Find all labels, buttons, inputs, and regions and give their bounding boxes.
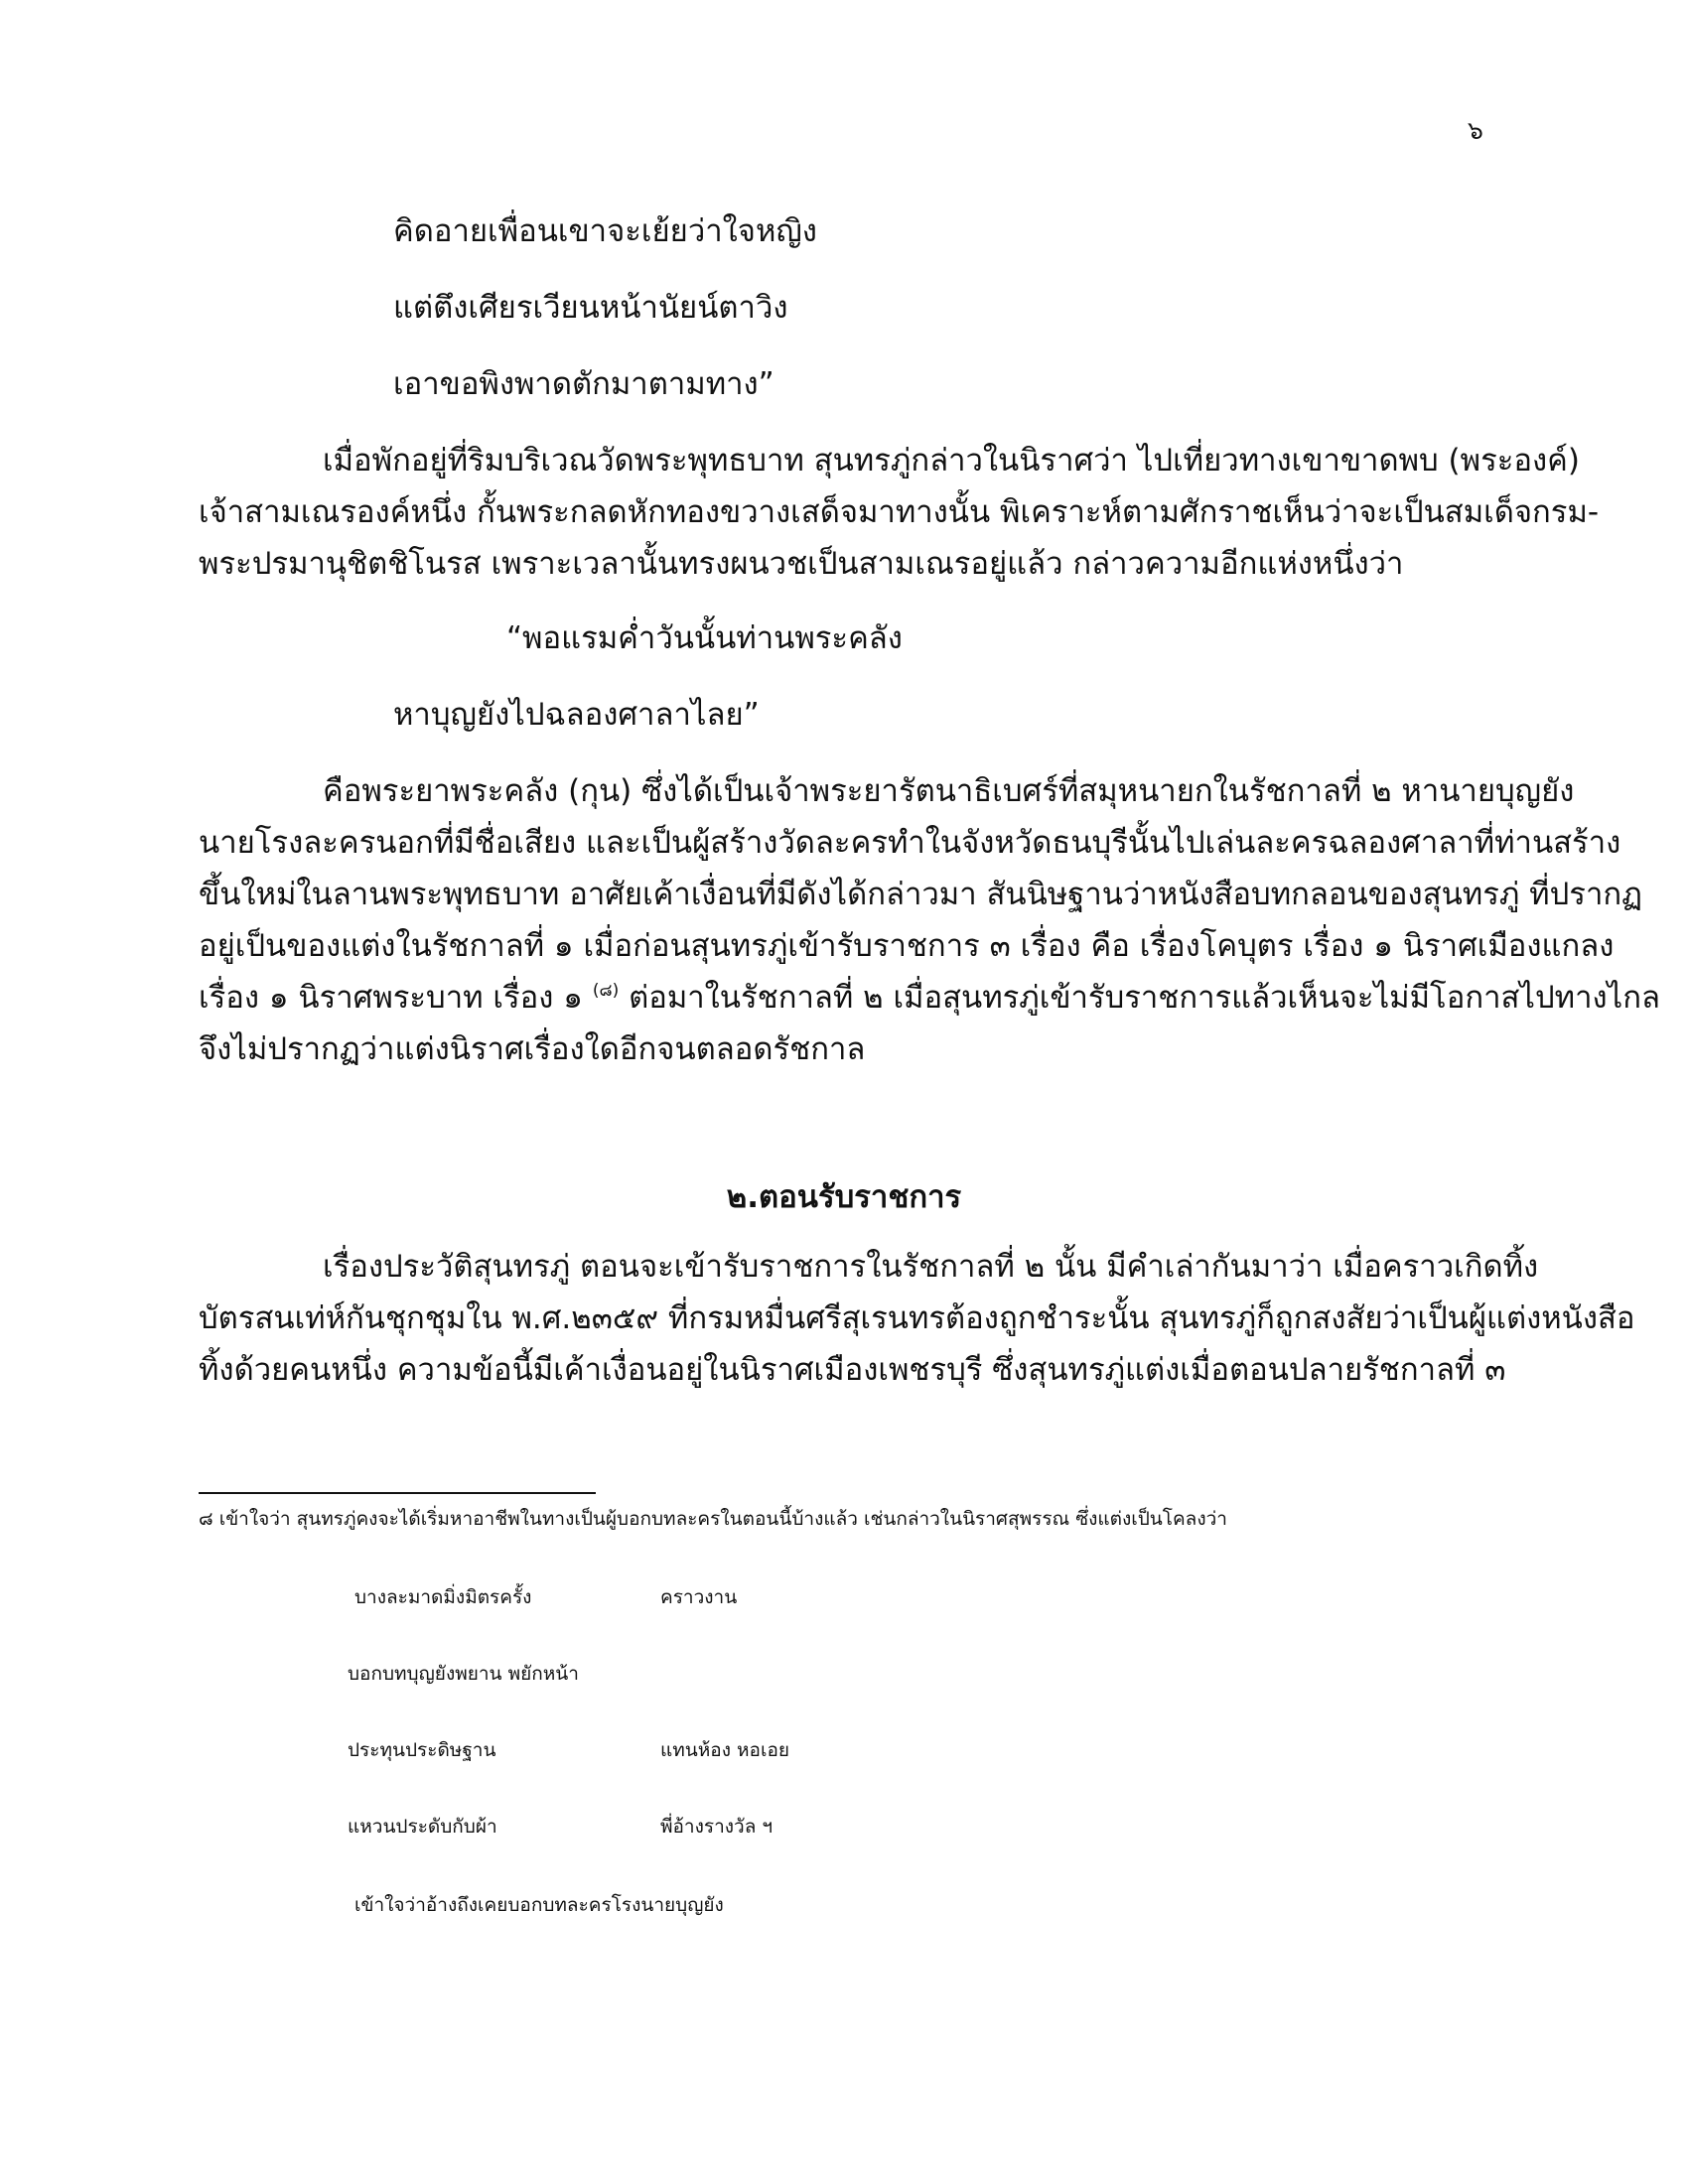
paragraph-line: เมื่อพักอยู่ที่ริมบริเวณวัดพระพุทธบาท สุนทรภู่กล่าวในนิราศว่า ไปเที่ยวทางเขาขาดพบ (พระองค์): [323, 443, 1580, 478]
paragraph-line: อยู่เป็นของแต่งในรัชกาลที่ ๑ เมื่อก่อนสุนทรภู่เข้ารับราชการ ๓ เรื่อง คือ เรื่องโคบุตร เรื่อง ๑ นิราศเมืองแกลง: [199, 928, 1615, 964]
paragraph-line: ขึ้นใหม่ในลานพระพุทธบาท อาศัยเค้าเงื่อนที่มีดังได้กล่าวมา สันนิษฐานว่าหนังสือบทกลอนของสุนทรภู่ ที่ปรากฏ: [199, 877, 1642, 912]
footnote-verse-left: ประทุนประดิษฐาน: [348, 1739, 496, 1761]
verse-line: เอาขอพิงพาดตักมาตามทาง”: [393, 366, 774, 402]
footnote-verse-left: บอกบทบุญยังพยาน พยักหน้า: [348, 1663, 579, 1685]
paragraph-text: ต่อมาในรัชกาลที่ ๒ เมื่อสุนทรภู่เข้ารับราชการแล้วเห็นจะไม่มีโอกาสไปทางไกล: [629, 980, 1661, 1016]
footnote-divider: [199, 1492, 596, 1494]
paragraph-line: [199, 972, 1661, 1022]
verse-line: แต่ตึงเศียรเวียนหน้านัยน์ตาวิง: [393, 290, 788, 326]
paragraph-line: พระปรมานุชิตชิโนรส เพราะเวลานั้นทรงผนวชเป็นสามเณรอยู่แล้ว กล่าวความอีกแห่งหนึ่งว่า: [199, 546, 1404, 582]
paragraph-line: เรื่องประวัติสุนทรภู่ ตอนจะเข้ารับราชการในรัชกาลที่ ๒ นั้น มีคำเล่ากันมาว่า เมื่อคราวเกิดทิ้ง: [323, 1249, 1539, 1285]
paragraph-line: จึงไม่ปรากฏว่าแต่งนิราศเรื่องใดอีกจนตลอดรัชกาล: [199, 1031, 866, 1067]
paragraph-line: เจ้าสามเณรองค์หนึ่ง กั้นพระกลดหักทองขวางเสด็จมาทางนั้น พิเคราะห์ตามศักราชเห็นว่าจะเป็นสมเด็จกรม-: [199, 494, 1600, 530]
footnote-verse-right: พี่อ้างรางวัล ฯ: [660, 1816, 774, 1838]
paragraph-line: คือพระยาพระคลัง (กุน) ซึ่งได้เป็นเจ้าพระยารัตนาธิเบศร์ที่สมุหนายกในรัชกาลที่ ๒ หานายบุญยัง: [323, 773, 1575, 809]
footnote-reference[interactable]: (๘): [592, 981, 620, 1001]
footnote-text: ๘ เข้าใจว่า สุนทรภู่คงจะได้เริ่มหาอาชีพในทางเป็นผู้บอกบทละครในตอนนี้บ้างแล้ว เช่นกล่าวในนิราศสุพรรณ ซึ่งแต่งเป็นโคลงว่า: [199, 1508, 1227, 1530]
page-number: ๖: [1468, 116, 1483, 145]
verse-line: หาบุญยังไปฉลองศาลาไลย”: [393, 697, 760, 733]
footnote-verse-right: คราวงาน: [660, 1586, 738, 1608]
footnote-verse-left: แหวนประดับกับผ้า: [348, 1816, 497, 1838]
section-heading: ๒.ตอนรับราชการ: [726, 1179, 962, 1215]
paragraph-line: ทิ้งด้วยคนหนึ่ง ความข้อนี้มีเค้าเงื่อนอยู่ในนิราศเมืองเพชรบุรี ซึ่งสุนทรภู่แต่งเมื่อตอนปลายรัชกาลที่ ๓: [199, 1352, 1506, 1388]
verse-line: “พอแรมค่ำวันนั้นท่านพระคลัง: [506, 620, 903, 656]
paragraph-text: เรื่อง ๑ นิราศพระบาท เรื่อง ๑: [199, 980, 583, 1016]
paragraph-line: บัตรสนเท่ห์กันชุกชุมใน พ.ศ.๒๓๕๙ ที่กรมหมื่นศรีสุเรนทรต้องถูกชำระนั้น สุนทรภู่ก็ถูกสงสัยว่าเป็นผู้แต่งหนังสือ: [199, 1300, 1635, 1336]
footnote-closing: เข้าใจว่าอ้างถึงเคยบอกบทละครโรงนายบุญยัง: [354, 1894, 724, 1916]
footnote-verse-right: แทนห้อง หอเอย: [660, 1739, 789, 1761]
paragraph-line: นายโรงละครนอกที่มีชื่อเสียง และเป็นผู้สร้างวัดละครทำในจังหวัดธนบุรีนั้นไปเล่นละครฉลองศาลาที่ท่านสร้าง: [199, 825, 1621, 861]
footnote-verse-left: บางละมาดมิ่งมิตรครั้ง: [354, 1586, 532, 1608]
verse-line: คิดอายเพื่อนเขาจะเย้ยว่าใจหญิง: [393, 213, 817, 249]
